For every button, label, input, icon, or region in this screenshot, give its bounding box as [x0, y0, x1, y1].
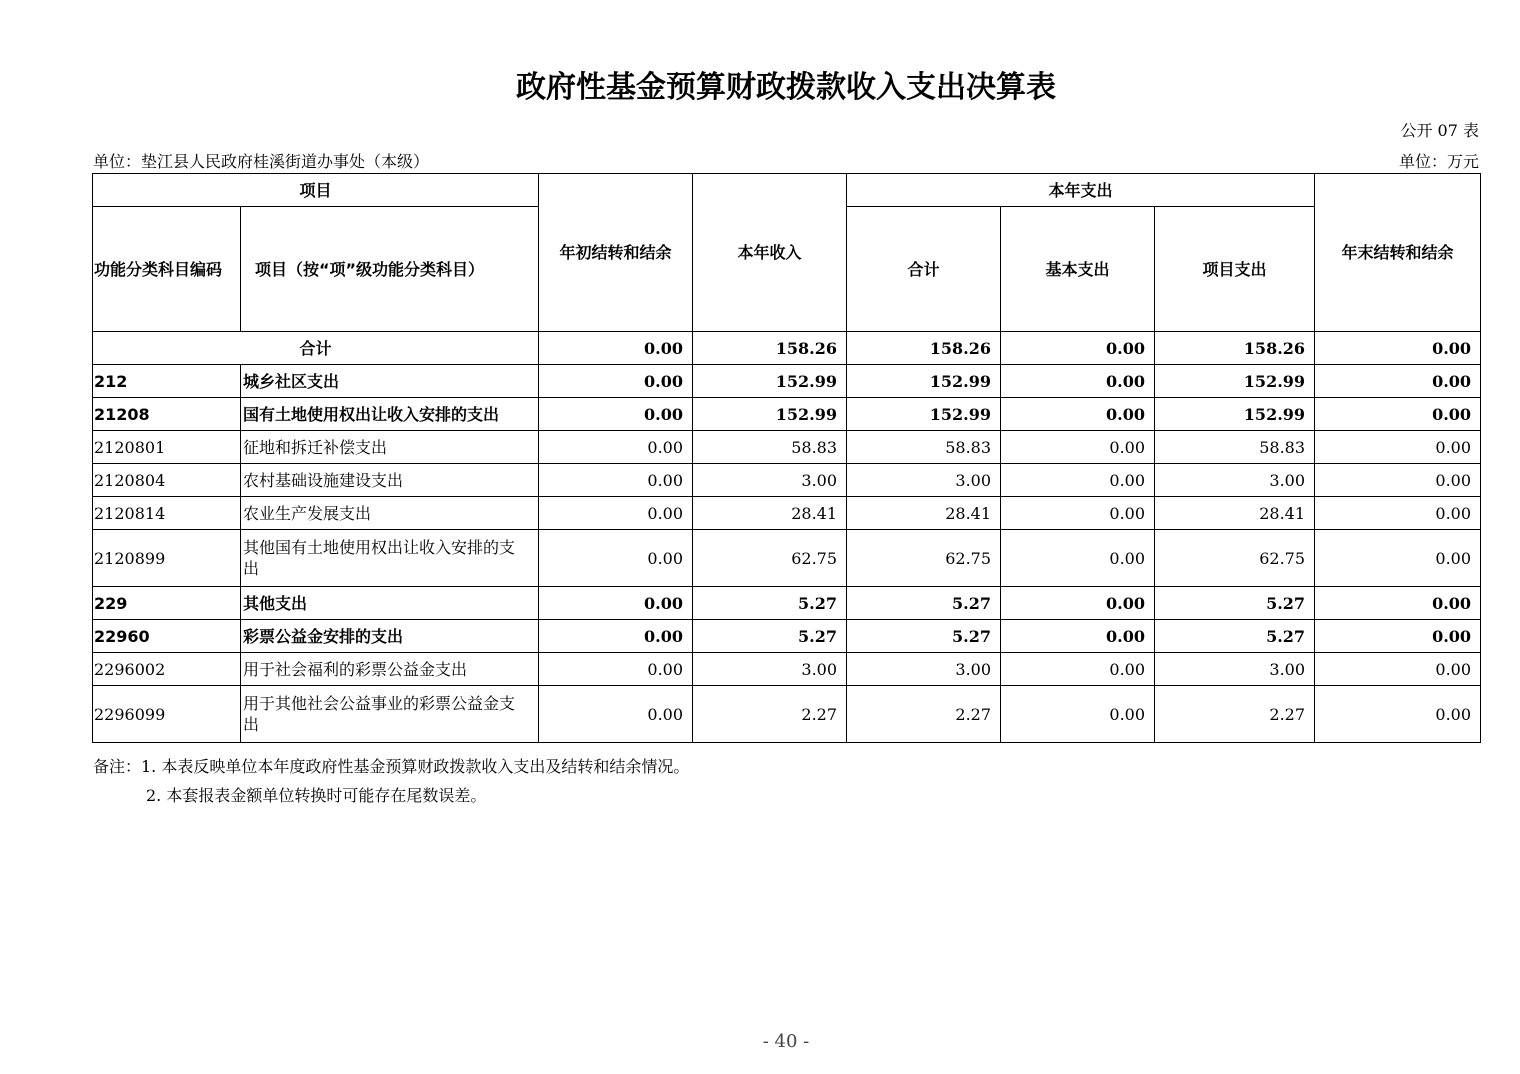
row-value: 0.00 [1001, 464, 1155, 497]
row-value: 0.00 [1315, 653, 1481, 686]
row-value: 0.00 [1001, 365, 1155, 398]
row-value: 0.00 [539, 497, 693, 530]
row-value: 152.99 [1155, 398, 1315, 431]
header-expense-total: 合计 [847, 207, 1001, 332]
row-value: 62.75 [693, 530, 847, 587]
total-row [93, 332, 1481, 365]
row-value: 0.00 [1001, 620, 1155, 653]
row-value: 152.99 [1155, 365, 1315, 398]
row-value: 2.27 [693, 686, 847, 743]
page-title: 政府性基金预算财政拨款收入支出决算表 [516, 70, 1056, 105]
row-value: 152.99 [847, 365, 1001, 398]
row-value: 0.00 [1315, 686, 1481, 743]
row-value: 0.00 [1001, 431, 1155, 464]
row-value: 0.00 [1315, 587, 1481, 620]
row-value: 5.27 [1155, 620, 1315, 653]
row-code: 229 [93, 587, 241, 620]
unit-organization: 单位：垫江县人民政府桂溪街道办事处（本级） [93, 152, 430, 171]
row-value: 0.00 [1315, 398, 1481, 431]
row-value: 0.00 [539, 686, 693, 743]
notes [93, 752, 689, 810]
row-value: 0.00 [539, 653, 693, 686]
header-income: 本年收入 [693, 174, 847, 332]
row-value: 28.41 [693, 497, 847, 530]
row-code: 2120814 [93, 497, 241, 530]
budget-table [92, 173, 1481, 743]
row-value: 3.00 [847, 464, 1001, 497]
unit-money: 单位：万元 [1398, 152, 1479, 171]
row-value: 0.00 [1001, 587, 1155, 620]
row-code: 2296099 [93, 686, 241, 743]
row-value: 2.27 [847, 686, 1001, 743]
page-number: - 40 - [762, 1031, 810, 1052]
row-value: 152.99 [847, 398, 1001, 431]
total-cell: 158.26 [693, 332, 847, 365]
row-value: 0.00 [539, 587, 693, 620]
total-label: 合计 [93, 332, 539, 365]
row-value: 5.27 [847, 620, 1001, 653]
row-code: 212 [93, 365, 241, 398]
row-value: 3.00 [1155, 464, 1315, 497]
header-project: 项目 [93, 174, 539, 207]
row-value: 0.00 [539, 620, 693, 653]
row-value: 0.00 [1315, 464, 1481, 497]
total-cell: 0.00 [1001, 332, 1155, 365]
row-value: 0.00 [539, 464, 693, 497]
row-value: 0.00 [1001, 686, 1155, 743]
row-name: 其他国有土地使用权出让收入安排的支出 [241, 530, 539, 587]
row-value: 152.99 [693, 365, 847, 398]
row-value: 28.41 [847, 497, 1001, 530]
header-end-balance: 年末结转和结余 [1315, 174, 1481, 332]
table-row [93, 620, 1481, 653]
row-code: 2296002 [93, 653, 241, 686]
row-name: 国有土地使用权出让收入安排的支出 [241, 398, 539, 431]
note-2: 2. 本套报表金额单位转换时可能存在尾数误差。 [146, 786, 487, 805]
row-value: 28.41 [1155, 497, 1315, 530]
row-value: 0.00 [1315, 365, 1481, 398]
row-value: 0.00 [1315, 530, 1481, 587]
row-value: 58.83 [1155, 431, 1315, 464]
row-value: 5.27 [693, 587, 847, 620]
row-value: 0.00 [1001, 497, 1155, 530]
row-code: 2120899 [93, 530, 241, 587]
header-code: 功能分类科目编码 [93, 207, 241, 332]
row-value: 3.00 [1155, 653, 1315, 686]
total-cell: 0.00 [1315, 332, 1481, 365]
row-code: 2120801 [93, 431, 241, 464]
header-begin-balance: 年初结转和结余 [539, 174, 693, 332]
row-value: 0.00 [539, 431, 693, 464]
row-value: 5.27 [1155, 587, 1315, 620]
row-name: 彩票公益金安排的支出 [241, 620, 539, 653]
row-value: 0.00 [1001, 398, 1155, 431]
table-row [93, 587, 1481, 620]
table-row [93, 464, 1481, 497]
total-cell: 158.26 [847, 332, 1001, 365]
table-row [93, 398, 1481, 431]
table-row [93, 497, 1481, 530]
row-name: 农业生产发展支出 [241, 497, 539, 530]
row-value: 0.00 [539, 365, 693, 398]
table-row [93, 530, 1481, 587]
table-row [93, 686, 1481, 743]
total-cell: 0.00 [539, 332, 693, 365]
row-value: 3.00 [847, 653, 1001, 686]
row-name: 征地和拆迁补偿支出 [241, 431, 539, 464]
total-cell: 158.26 [1155, 332, 1315, 365]
row-value: 62.75 [847, 530, 1001, 587]
row-code: 21208 [93, 398, 241, 431]
row-name: 用于社会福利的彩票公益金支出 [241, 653, 539, 686]
header-basic-expense: 基本支出 [1001, 207, 1155, 332]
note-1: 备注：1. 本表反映单位本年度政府性基金预算财政拨款收入支出及结转和结余情况。 [93, 757, 690, 776]
table-number: 公开 07 表 [1400, 121, 1479, 140]
row-value: 0.00 [1315, 620, 1481, 653]
row-code: 22960 [93, 620, 241, 653]
row-name: 城乡社区支出 [241, 365, 539, 398]
row-name: 用于其他社会公益事业的彩票公益金支出 [241, 686, 539, 743]
row-value: 3.00 [693, 653, 847, 686]
row-value: 58.83 [693, 431, 847, 464]
header-expense-group: 本年支出 [847, 174, 1315, 207]
header-project-expense: 项目支出 [1155, 207, 1315, 332]
header-item: 项目（按“项”级功能分类科目） [241, 207, 539, 332]
row-value: 5.27 [693, 620, 847, 653]
row-name: 其他支出 [241, 587, 539, 620]
row-value: 0.00 [1001, 530, 1155, 587]
row-value: 0.00 [1315, 497, 1481, 530]
row-value: 152.99 [693, 398, 847, 431]
row-value: 0.00 [1315, 431, 1481, 464]
row-value: 58.83 [847, 431, 1001, 464]
row-code: 2120804 [93, 464, 241, 497]
table-row [93, 365, 1481, 398]
table-row [93, 653, 1481, 686]
row-value: 3.00 [693, 464, 847, 497]
table-row [93, 431, 1481, 464]
row-name: 农村基础设施建设支出 [241, 464, 539, 497]
row-value: 5.27 [847, 587, 1001, 620]
row-value: 2.27 [1155, 686, 1315, 743]
row-value: 0.00 [1001, 653, 1155, 686]
row-value: 62.75 [1155, 530, 1315, 587]
row-value: 0.00 [539, 530, 693, 587]
row-value: 0.00 [539, 398, 693, 431]
